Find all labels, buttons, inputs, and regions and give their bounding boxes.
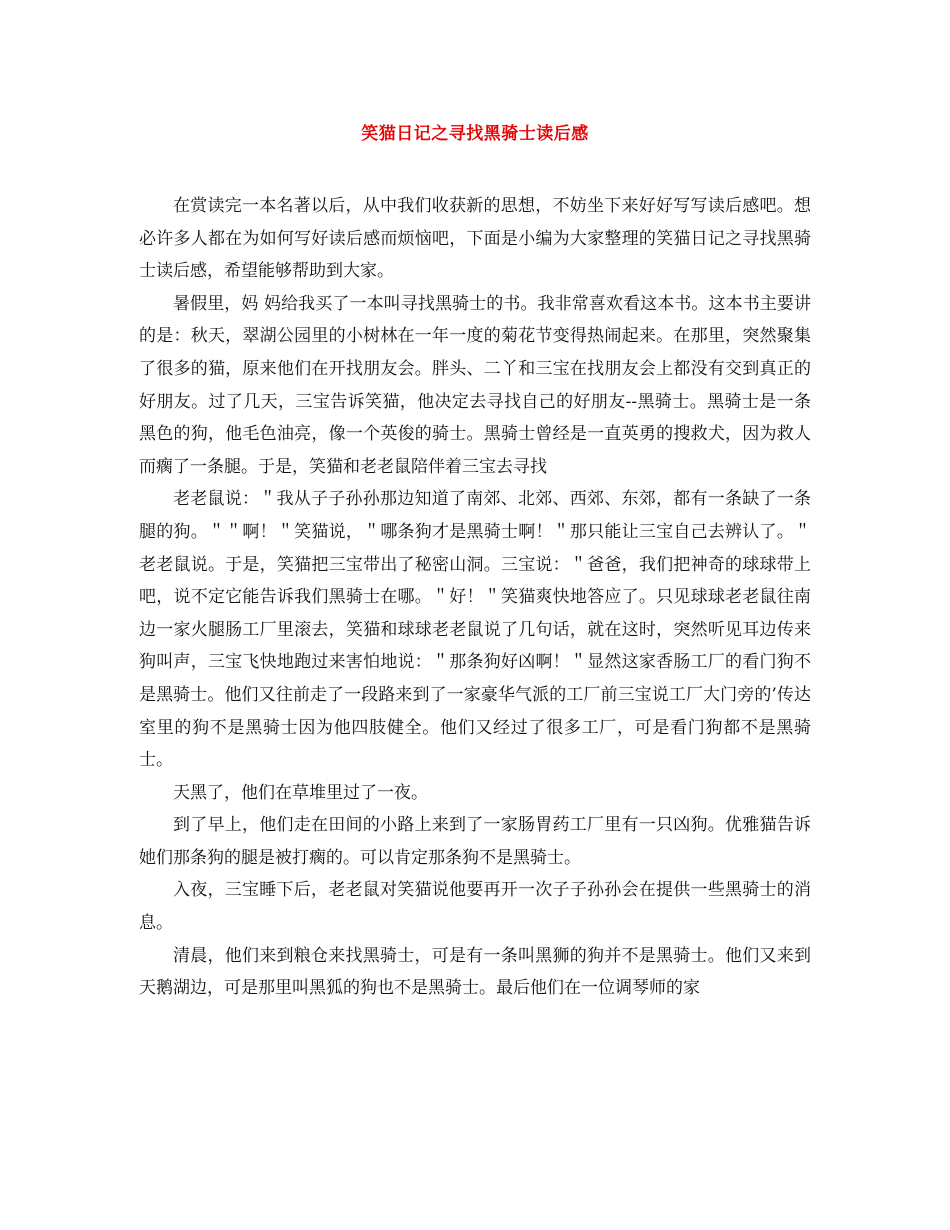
paragraph-evening: 入夜，三宝睡下后，老老鼠对笑猫说他要再开一次子子孙孙会在提供一些黑骑士的消息。 (139, 880, 811, 934)
document-body (139, 190, 811, 1005)
paragraph-morning: 到了早上，他们走在田间的小路上来到了一家肠胃药工厂里有一只凶狗。优雅猫告诉她们那条狗的腿是被打瘸的。可以肯定那条狗不是黑骑士。 (139, 815, 811, 868)
paragraph-intro: 在赏读完一本名著以后，从中我们收获新的思想，不妨坐下来好好写写读后感吧。想必许多人都在为如何写好读后感而烦恼吧，下面是小编为大家整理的笑猫日记之寻找黑骑士读后感，希望能够帮助到大家。 (139, 196, 811, 282)
paragraph-old-mouse: 老老鼠说：＂我从子子孙孙那边知道了南郊、北郊、西郊、东郊，都有一条缺了一条腿的狗。＂＂啊！＂笑猫说，＂哪条狗才是黑骑士啊！＂那只能让三宝自己去辨认了。＂老老鼠说。于是，笑猫把三宝带出了秘密山洞。三宝说：＂爸爸，我们把神奇的球球带上吧，说不定它能告诉我们黑骑士在哪。＂好！＂笑猫爽快地答应了。只见球球老老鼠往南边一家火腿肠工厂里滚去，笑猫和球球老老鼠说了几句话，就在这时，突然听见耳边传来狗叫声，三宝飞快地跑过来害怕地说：＂那条狗好凶啊！＂显然这家香肠工厂的看门狗不是黑骑士。他们又往前走了一段路来到了一家豪华气派的工厂前三宝说工厂大门旁的’传达室里的狗不是黑骑士因为他四肢健全。他们又经过了很多工厂，可是看门狗都不是黑骑士。 (139, 489, 811, 771)
paragraph-night: 天黑了，他们在草堆里过了一夜。 (173, 782, 428, 803)
paragraph-summer: 暑假里，妈 妈给我买了一本叫寻找黑骑士的书。我非常喜欢看这本书。这本书主要讲的是：秋天，翠湖公园里的小树林在一年一度的菊花节变得热闹起来。在那里，突然聚集了很多的猫，原来他们在开找朋友会。胖头、二丫和三宝在找朋友会上都没有交到真正的好朋友。过了几天，三宝告诉笑猫，他决定去寻找自己的好朋友--黑骑士。黑骑士是一条黑色的狗，他毛色油亮，像一个英俊的骑士。黑骑士曾经是一直英勇的搜救犬，因为救人而瘸了一条腿。于是，笑猫和老老鼠陪伴着三宝去寻找 (139, 293, 811, 477)
paragraph-dawn: 清晨，他们来到粮仓来找黑骑士，可是有一条叫黑狮的狗并不是黑骑士。他们又来到天鹅湖边，可是那里叫黑狐的狗也不是黑骑士。最后他们在一位调琴师的家 (139, 945, 811, 999)
document-title: 笑猫日记之寻找黑骑士读后感 (361, 124, 589, 144)
